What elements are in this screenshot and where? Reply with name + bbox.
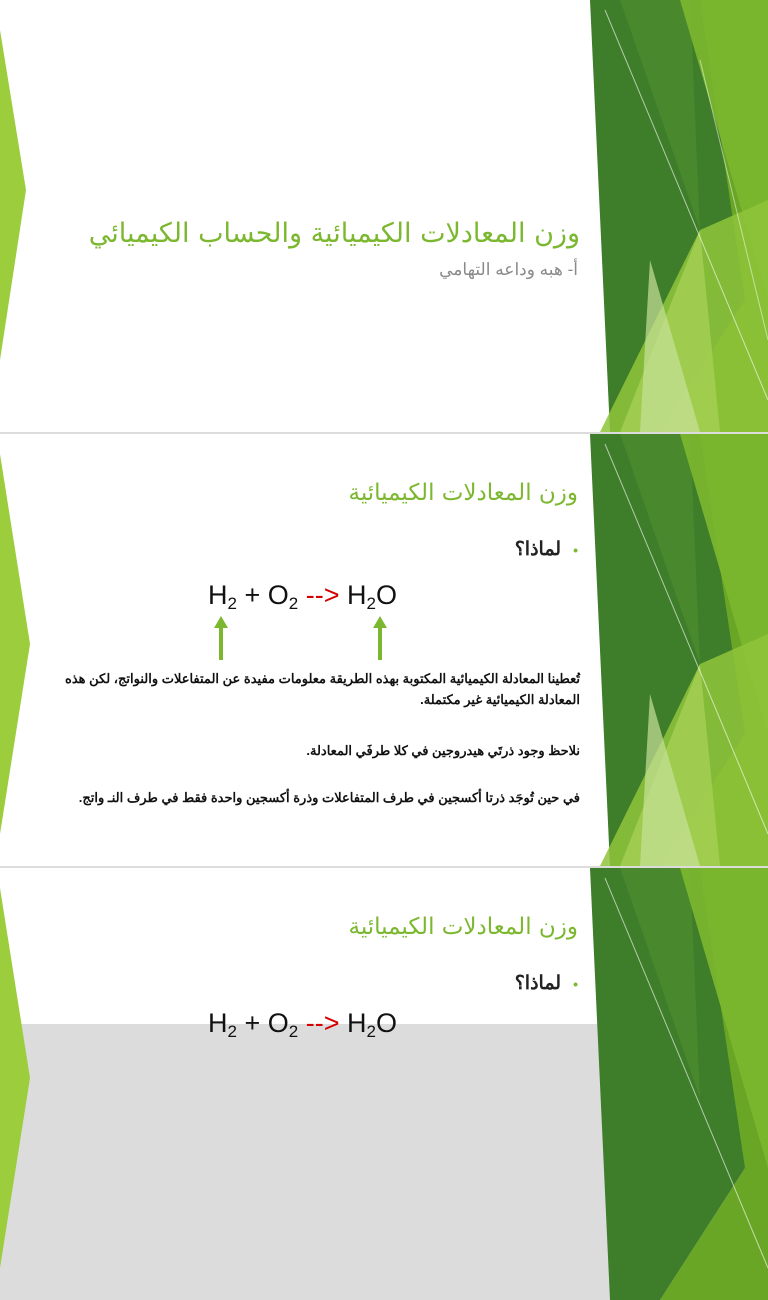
chemical-equation <box>208 580 397 614</box>
slide-heading: وزن المعادلات الكيميائية <box>348 480 578 506</box>
equation-h-sub: 2 <box>227 1022 237 1041</box>
slide-content-partial <box>0 868 768 1041</box>
equation-h: H <box>208 580 228 610</box>
green-facets-decoration <box>0 0 768 432</box>
equation-product-sub: 2 <box>366 1022 376 1041</box>
paragraph: في حين تُوجَد ذرتا أكسجين في طرف المتفاعلات وذرة أكسجين واحدة فقط في طرف النـ واتج. <box>78 790 580 805</box>
bullet-dot-icon: • <box>573 541 578 558</box>
equation-product-h: H <box>346 1008 367 1038</box>
presentation-title: وزن المعادلات الكيميائية والحساب الكيميائي <box>88 218 580 249</box>
author-subtitle: أ- هبه وداعه التهامي <box>439 260 578 279</box>
equation-product-o: O <box>375 580 397 610</box>
bullet-dot-icon: • <box>573 975 578 992</box>
equation-arrow: --> <box>298 580 347 610</box>
equation-o-sub: 2 <box>288 594 299 613</box>
equation-product-h: H <box>346 580 367 610</box>
equation-h-sub: 2 <box>227 594 237 613</box>
up-arrow-icon <box>214 616 228 660</box>
equation-h: H <box>208 1008 228 1038</box>
slide-title <box>0 0 768 432</box>
slide-content <box>0 434 768 866</box>
equation-arrow: --> <box>298 1008 347 1038</box>
bullet-item <box>515 972 578 995</box>
paragraph: تُعطينا المعادلة الكيميائية المكتوبة بهذه الطريقة معلومات مفيدة عن المتفاعلات والنواتج، لكن هذه المعادلة الكيميائية غير مكتملة. <box>65 671 580 707</box>
bullet-item <box>515 538 578 561</box>
equation-product-sub: 2 <box>366 594 376 613</box>
bullet-text: لماذا؟ <box>514 539 562 560</box>
equation-plus-o: + O <box>236 580 289 610</box>
equation-product-o: O <box>375 1008 397 1038</box>
chemical-equation <box>208 1008 397 1042</box>
up-arrow-icon <box>373 616 387 660</box>
equation-o-sub: 2 <box>288 1022 299 1041</box>
slide-heading: وزن المعادلات الكيميائية <box>348 914 578 940</box>
bullet-text: لماذا؟ <box>514 973 562 994</box>
equation-plus-o: + O <box>236 1008 289 1038</box>
paragraph: نلاحظ وجود ذرتَي هيدروجين في كلا طرفَي المعادلة. <box>306 743 580 758</box>
